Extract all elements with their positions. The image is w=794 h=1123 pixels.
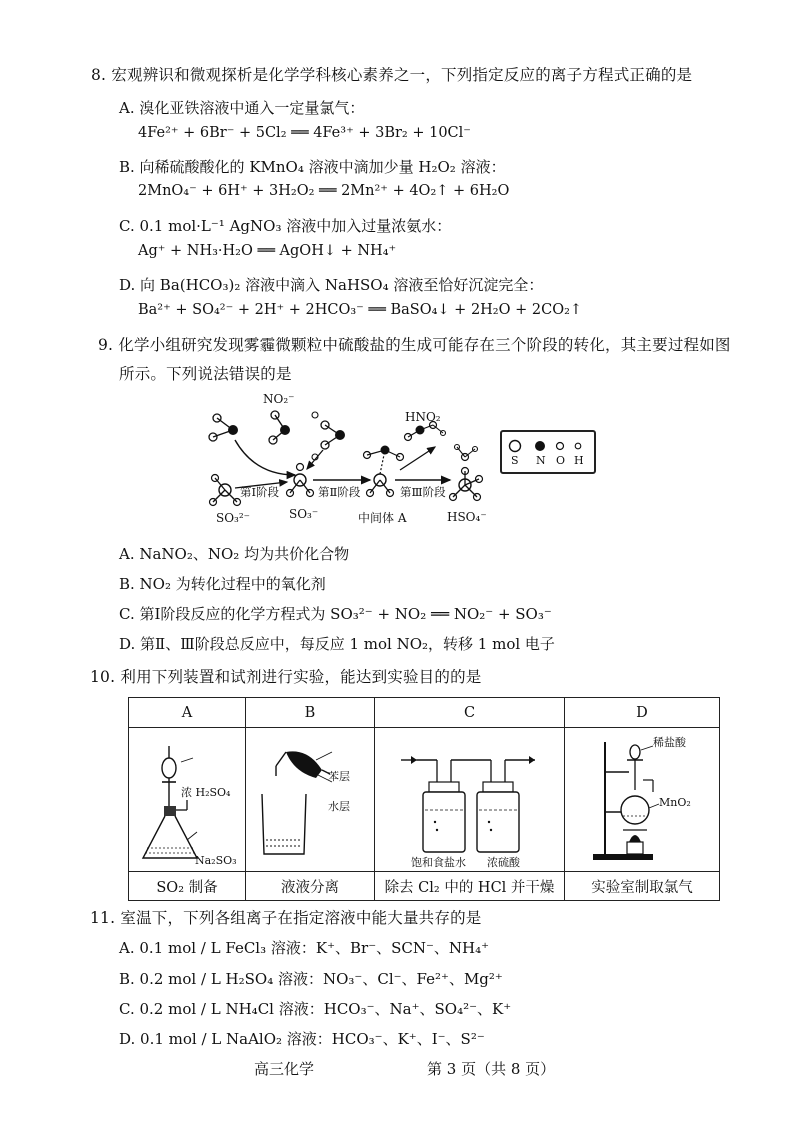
- label-mno2: MnO₂: [659, 796, 691, 809]
- legend-o: O: [556, 454, 566, 467]
- q8-option-b: B. 向稀硫酸酸化的 KMnO₄ 溶液中滴加少量 H₂O₂ 溶液：: [119, 158, 506, 176]
- hno2-molecule: [405, 422, 446, 441]
- q11-option-a: A. 0.1 mol / L FeCl₃ 溶液：K⁺、Br⁻、SCN⁻、NH₄⁺: [119, 939, 490, 957]
- label-no2-minus: NO₂⁻: [263, 392, 295, 406]
- apparatus-c: [375, 728, 565, 872]
- legend-s: S: [511, 454, 519, 467]
- q10-stem: 10. 利用下列装置和试剂进行实验，能达到实验目的的是: [90, 668, 482, 686]
- q9-option-a: A. NaNO₂、NO₂ 均为共价化合物: [119, 545, 350, 563]
- label-benzene-layer: 苯层: [328, 770, 350, 783]
- footer-page-number: 第 3 页（共 8 页）: [427, 1060, 556, 1078]
- so3-minus-molecule: [287, 464, 314, 497]
- label-conc-sulfuric: 浓硫酸: [487, 856, 520, 869]
- q9-option-c: C. 第Ⅰ阶段反应的化学方程式为 SO₃²⁻ + NO₂ ══ NO₂⁻ + SO₃⁻: [119, 605, 552, 623]
- col-header-b: B: [246, 698, 375, 728]
- apparatus-b: [246, 728, 375, 872]
- label-saturated-brine: 饱和食盐水: [411, 856, 466, 869]
- label-stage-2: 第Ⅱ阶段: [318, 485, 361, 499]
- q8-option-d-equation: Ba²⁺ + SO₄²⁻ + 2H⁺ + 2HCO₃⁻ ══ BaSO₄↓ + 2H₂O + 2CO₂↑: [138, 302, 583, 318]
- label-conc-h2so4: 浓 H₂SO₄: [181, 786, 231, 799]
- apparatus-d: [565, 728, 720, 872]
- q8-option-a-equation: 4Fe²⁺ + 6Br⁻ + 5Cl₂ ══ 4Fe³⁺ + 3Br₂ + 10Cl⁻: [138, 125, 471, 141]
- q8-option-d: D. 向 Ba(HCO₃)₂ 溶液中滴入 NaHSO₄ 溶液至恰好沉淀完全：: [119, 276, 544, 294]
- q11-option-c: C. 0.2 mol / L NH₄Cl 溶液：HCO₃⁻、Na⁺、SO₄²⁻、K⁺: [119, 1000, 512, 1018]
- label-water-layer: 水层: [328, 800, 350, 813]
- label-so3-2: SO₃²⁻: [216, 511, 251, 525]
- q10-apparatus-table: [128, 697, 720, 901]
- water-molecule: [455, 445, 478, 461]
- hso4-molecule: [450, 468, 483, 501]
- q11-stem: 11. 室温下，下列各组离子在指定溶液中能大量共存的是: [90, 909, 482, 927]
- q8-option-b-equation: 2MnO₄⁻ + 6H⁺ + 3H₂O₂ ══ 2Mn²⁺ + 4O₂↑ + 6H₂O: [138, 183, 510, 199]
- purpose-d: 实验室制取氯气: [565, 872, 720, 901]
- col-header-a: A: [129, 698, 246, 728]
- q11-option-d: D. 0.1 mol / L NaAlO₂ 溶液：HCO₃⁻、K⁺、I⁻、S²⁻: [119, 1030, 485, 1048]
- apparatus-a: [129, 728, 246, 872]
- atom-legend: [500, 430, 596, 474]
- label-stage-3: 第Ⅲ阶段: [400, 485, 446, 499]
- footer-subject: 高三化学: [254, 1060, 315, 1078]
- label-intermediate-a: 中间体 A: [358, 511, 407, 525]
- label-na2so3: Na₂SO₃: [195, 854, 237, 867]
- col-header-c: C: [375, 698, 565, 728]
- no2-second-molecule: [312, 412, 345, 460]
- q11-option-b: B. 0.2 mol / L H₂SO₄ 溶液：NO₃⁻、Cl⁻、Fe²⁺、Mg²⁺: [119, 970, 503, 988]
- legend-n: N: [536, 454, 546, 467]
- q9-stem-line1: 9. 化学小组研究发现雾霾微颗粒中硫酸盐的生成可能存在三个阶段的转化，其主要过程如图: [98, 336, 731, 354]
- q9-option-d: D. 第Ⅱ、Ⅲ阶段总反应中，每反应 1 mol NO₂，转移 1 mol 电子: [119, 635, 555, 653]
- q8-stem: 8. 宏观辨识和微观探析是化学学科核心素养之一，下列指定反应的离子方程式正确的是: [91, 66, 693, 84]
- purpose-c: 除去 Cl₂ 中的 HCl 并干燥: [375, 872, 565, 901]
- q9-reaction-diagram: [195, 385, 495, 530]
- label-hso4: HSO₄⁻: [447, 510, 487, 524]
- q9-option-b: B. NO₂ 为转化过程中的氧化剂: [119, 575, 326, 593]
- so3-2-molecule: [210, 475, 241, 506]
- q8-option-a: A. 溴化亚铁溶液中通入一定量氯气：: [119, 99, 365, 117]
- purpose-b: 液液分离: [246, 872, 375, 901]
- label-so3-minus: SO₃⁻: [289, 507, 319, 521]
- q9-stem-line2: 所示。下列说法错误的是: [119, 365, 292, 383]
- intermediate-a-molecule: [364, 446, 404, 497]
- no2-minus-molecule: [269, 411, 290, 444]
- q8-option-c: C. 0.1 mol·L⁻¹ AgNO₃ 溶液中加入过量浓氨水：: [119, 217, 452, 235]
- col-header-d: D: [565, 698, 720, 728]
- q8-option-c-equation: Ag⁺ + NH₃·H₂O ══ AgOH↓ + NH₄⁺: [138, 243, 397, 259]
- purpose-a: SO₂ 制备: [129, 872, 246, 901]
- label-dilute-hcl: 稀盐酸: [653, 736, 686, 749]
- label-hno2: HNO₂: [405, 410, 441, 424]
- label-stage-1: 第Ⅰ阶段: [240, 485, 280, 499]
- legend-h: H: [574, 454, 584, 467]
- no2-molecule: [209, 414, 238, 441]
